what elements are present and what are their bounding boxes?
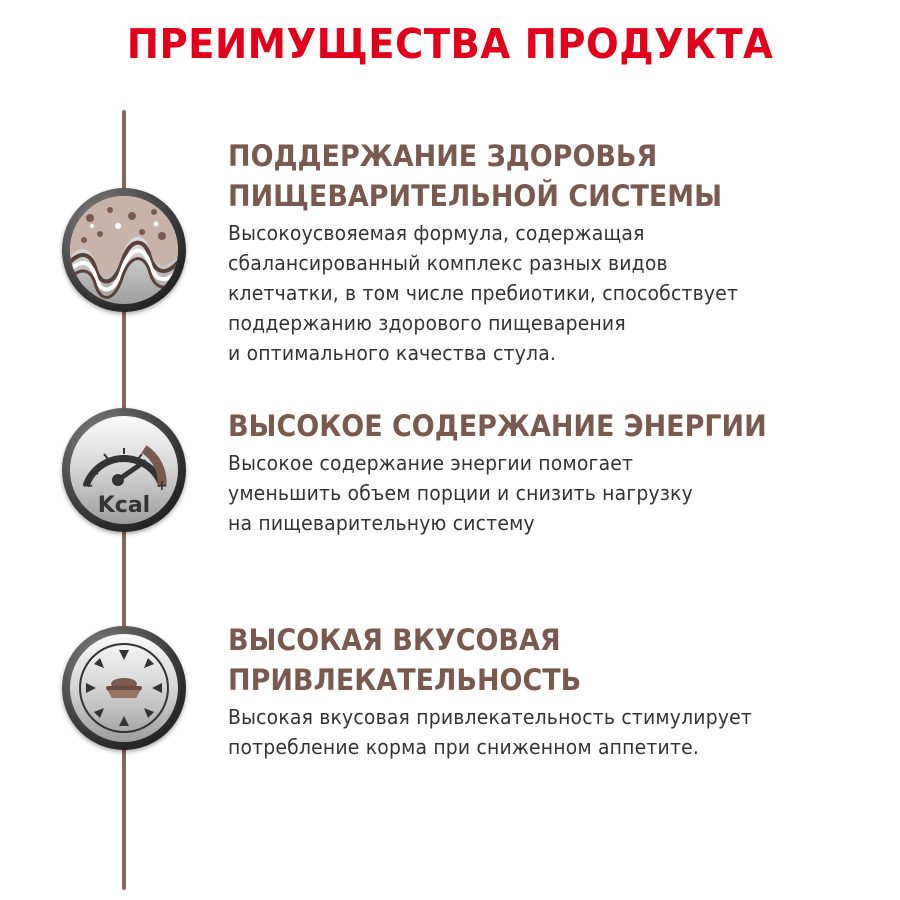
feature-text-line: Высокое содержание энергии помогает [228,451,634,475]
food-bowl-arrows-icon [62,626,186,750]
feature-text-line: поддержанию здорового пищеварения [228,311,626,335]
feature-text-line: сбалансированный комплекс разных видов [228,251,668,275]
svg-text:+: + [156,478,168,494]
feature-text-line: и оптимального качества стула. [228,341,557,365]
kcal-label: Kcal [97,493,151,518]
page-title: ПРЕИМУЩЕСТВА ПРОДУКТА [126,20,774,68]
feature-palatability [228,620,868,762]
feature-digestive-health [228,136,868,368]
feature-heading-line: ПИЩЕВАРИТЕЛЬНОЙ СИСТЕМЫ [228,179,723,213]
kcal-gauge-icon [62,408,186,532]
feature-text-line: на пищеварительную систему [228,511,535,535]
feature-text-line: Высокая вкусовая привлекательность стимулирует [228,705,753,729]
feature-text-line: потребление корма при сниженном аппетите. [228,735,699,759]
feature-heading-line: ПОДДЕРЖАНИЕ ЗДОРОВЬЯ [228,139,658,173]
feature-text-line: уменьшить объем порции и снизить нагрузку [228,481,693,505]
svg-text:−: − [82,478,94,494]
feature-heading-line: ПРИВЛЕКАТЕЛЬНОСТЬ [228,663,582,697]
feature-text-line: клетчатки, в том числе пребиотики, способствует [228,281,739,305]
digestive-wave-icon [62,188,186,312]
feature-text-line: Высокоусвояемая формула, содержащая [228,221,645,245]
feature-heading-line: ВЫСОКОЕ СОДЕРЖАНИЕ ЭНЕРГИИ [228,409,767,443]
feature-heading-line: ВЫСОКАЯ ВКУСОВАЯ [228,623,561,657]
feature-high-energy [228,406,868,538]
